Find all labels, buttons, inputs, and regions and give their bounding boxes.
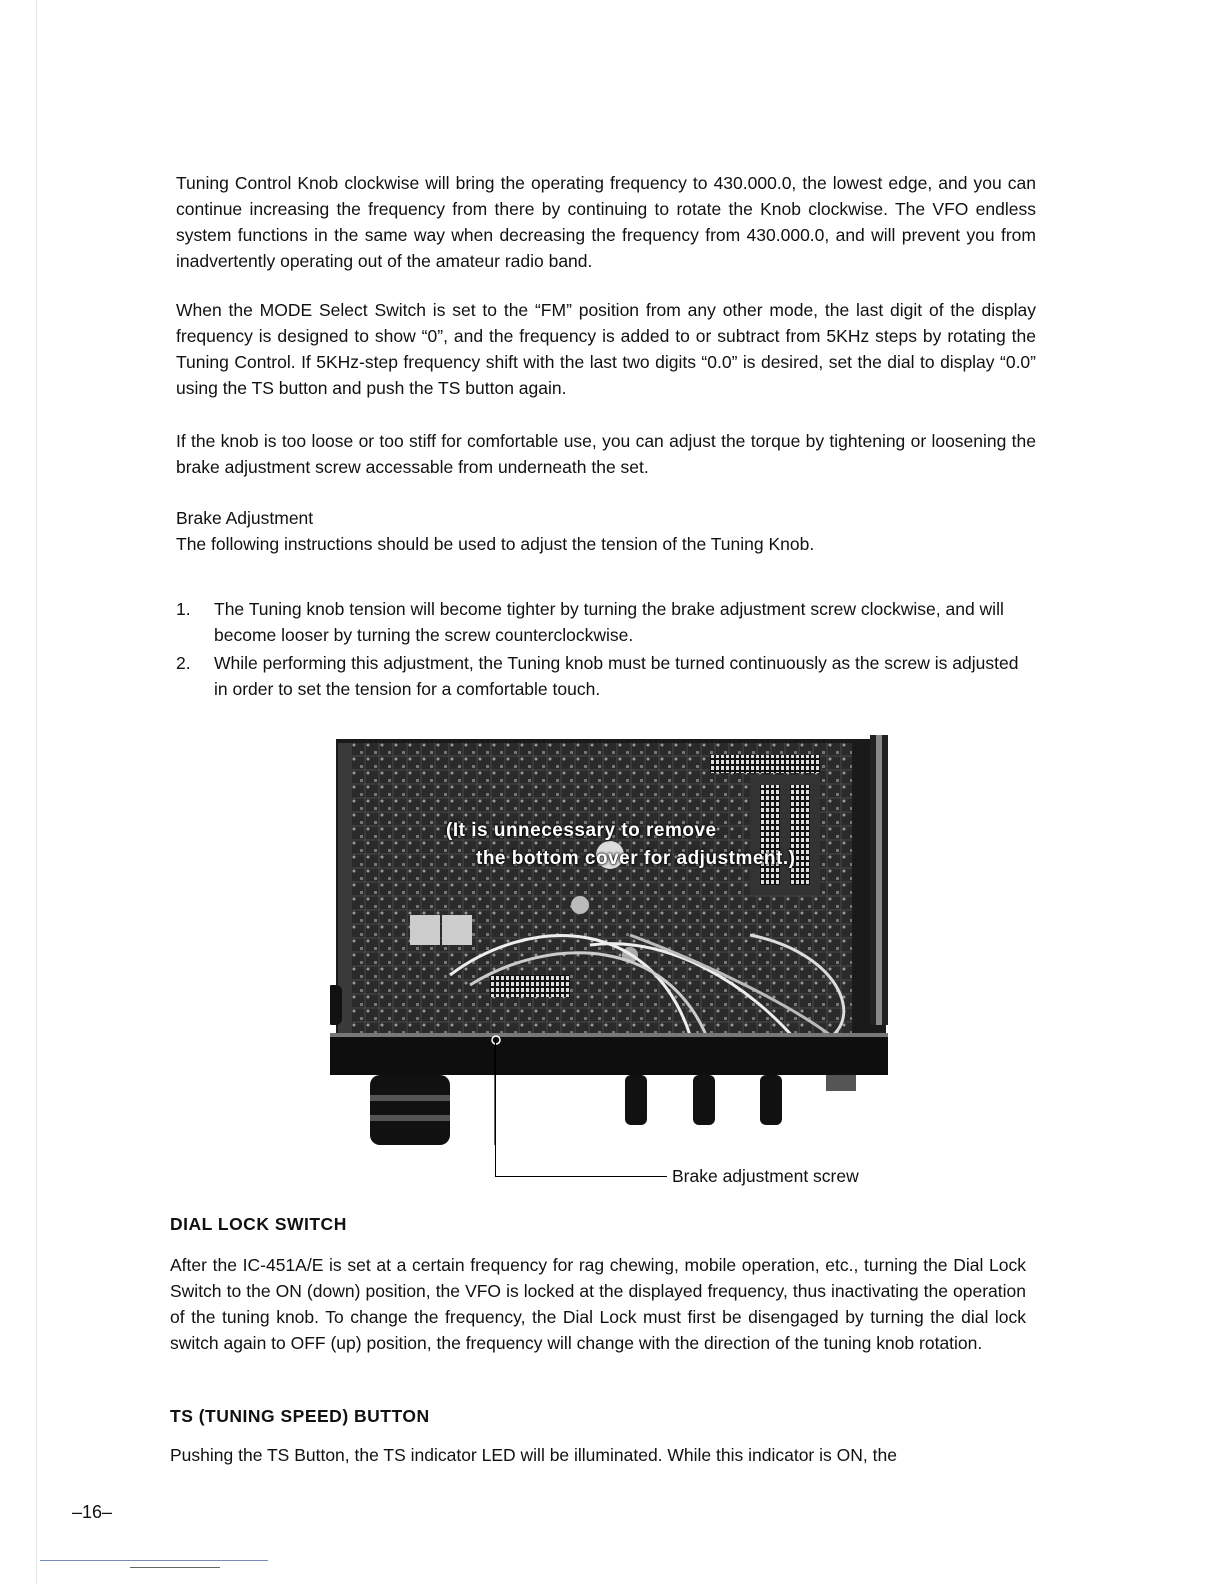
- callout-brake-screw: Brake adjustment screw: [672, 1166, 859, 1186]
- step-number: 2.: [176, 653, 191, 673]
- brake-intro: The following instructions should be used to adjust the tension of the Tuning Knob.: [176, 534, 815, 554]
- brake-heading: Brake Adjustment: [176, 508, 314, 528]
- step-number: 1.: [176, 599, 191, 619]
- heading-dial-lock-switch: DIAL LOCK SWITCH: [170, 1214, 347, 1234]
- brake-steps-list: [176, 596, 1036, 704]
- front-panel: [330, 1035, 888, 1075]
- paragraph-ts-button: Pushing the TS Button, the TS indicator LED will be illuminated. While this indicator is ON, the: [170, 1445, 897, 1465]
- paragraph-fm-mode: When the MODE Select Switch is set to the “FM” position from any other mode, the last digit of the display frequency is designed to show “0”, and the frequency is added to or subtract from 5KHz steps by rotating the Tuning Control. If 5KHz-step frequency shift with the last two digits “0.0” is desired, set the dial to display “0.0” using the TS button and push the TS button again.: [176, 300, 1036, 398]
- page-number: –16–: [72, 1502, 113, 1522]
- step-text: While performing this adjustment, the Tuning knob must be turned continuously as the screw is adjusted in order to set the tension for a comfortable touch.: [214, 653, 1019, 699]
- footer-rule: [40, 1560, 268, 1561]
- step-text: The Tuning knob tension will become tighter by turning the brake adjustment screw clockwise, and will become looser by turning the screw counterclockwise.: [214, 599, 1004, 645]
- radio-interior-photo: [330, 735, 892, 1145]
- tuning-knob: [370, 1075, 450, 1145]
- list-item: [176, 650, 1036, 702]
- list-item: [176, 596, 1036, 648]
- paragraph-vfo-endless: Tuning Control Knob clockwise will bring the operating frequency to 430.000.0, the lowest edge, and you can continue increasing the frequency from there by continuing to rotate the Knob clockwise. The VFO endless system functions in the same way when decreasing the frequency from 430.000.0, and will prevent you from inadvertently operating out of the amateur radio band.: [176, 173, 1036, 271]
- page-edge: [36, 0, 37, 1584]
- photo-overlay-line-1: (It is unnecessary to remove: [446, 820, 717, 841]
- heading-ts-button: TS (TUNING SPEED) BUTTON: [170, 1406, 430, 1426]
- photo-illustration: [330, 735, 892, 1145]
- paragraph-knob-torque: If the knob is too loose or too stiff for comfortable use, you can adjust the torque by tightening or loosening the brake adjustment screw accessable from underneath the set.: [176, 431, 1036, 477]
- brake-section: [176, 505, 1036, 557]
- footer-rule-short: [130, 1567, 220, 1568]
- photo-overlay-line-2: the bottom cover for adjustment.): [476, 848, 796, 869]
- callout-leader-vertical: [495, 1040, 496, 1177]
- callout-leader: [495, 1176, 667, 1177]
- paragraph-dial-lock: After the IC-451A/E is set at a certain frequency for rag chewing, mobile operation, etc., turning the Dial Lock Switch to the ON (down) position, the VFO is locked at the displayed frequency, thus inactivating the operation of the tuning knob. To change the frequency, the Dial Lock must first be disengaged by turning the dial lock switch again to OFF (up) position, the frequency will change with the direction of the tuning knob rotation.: [170, 1255, 1026, 1353]
